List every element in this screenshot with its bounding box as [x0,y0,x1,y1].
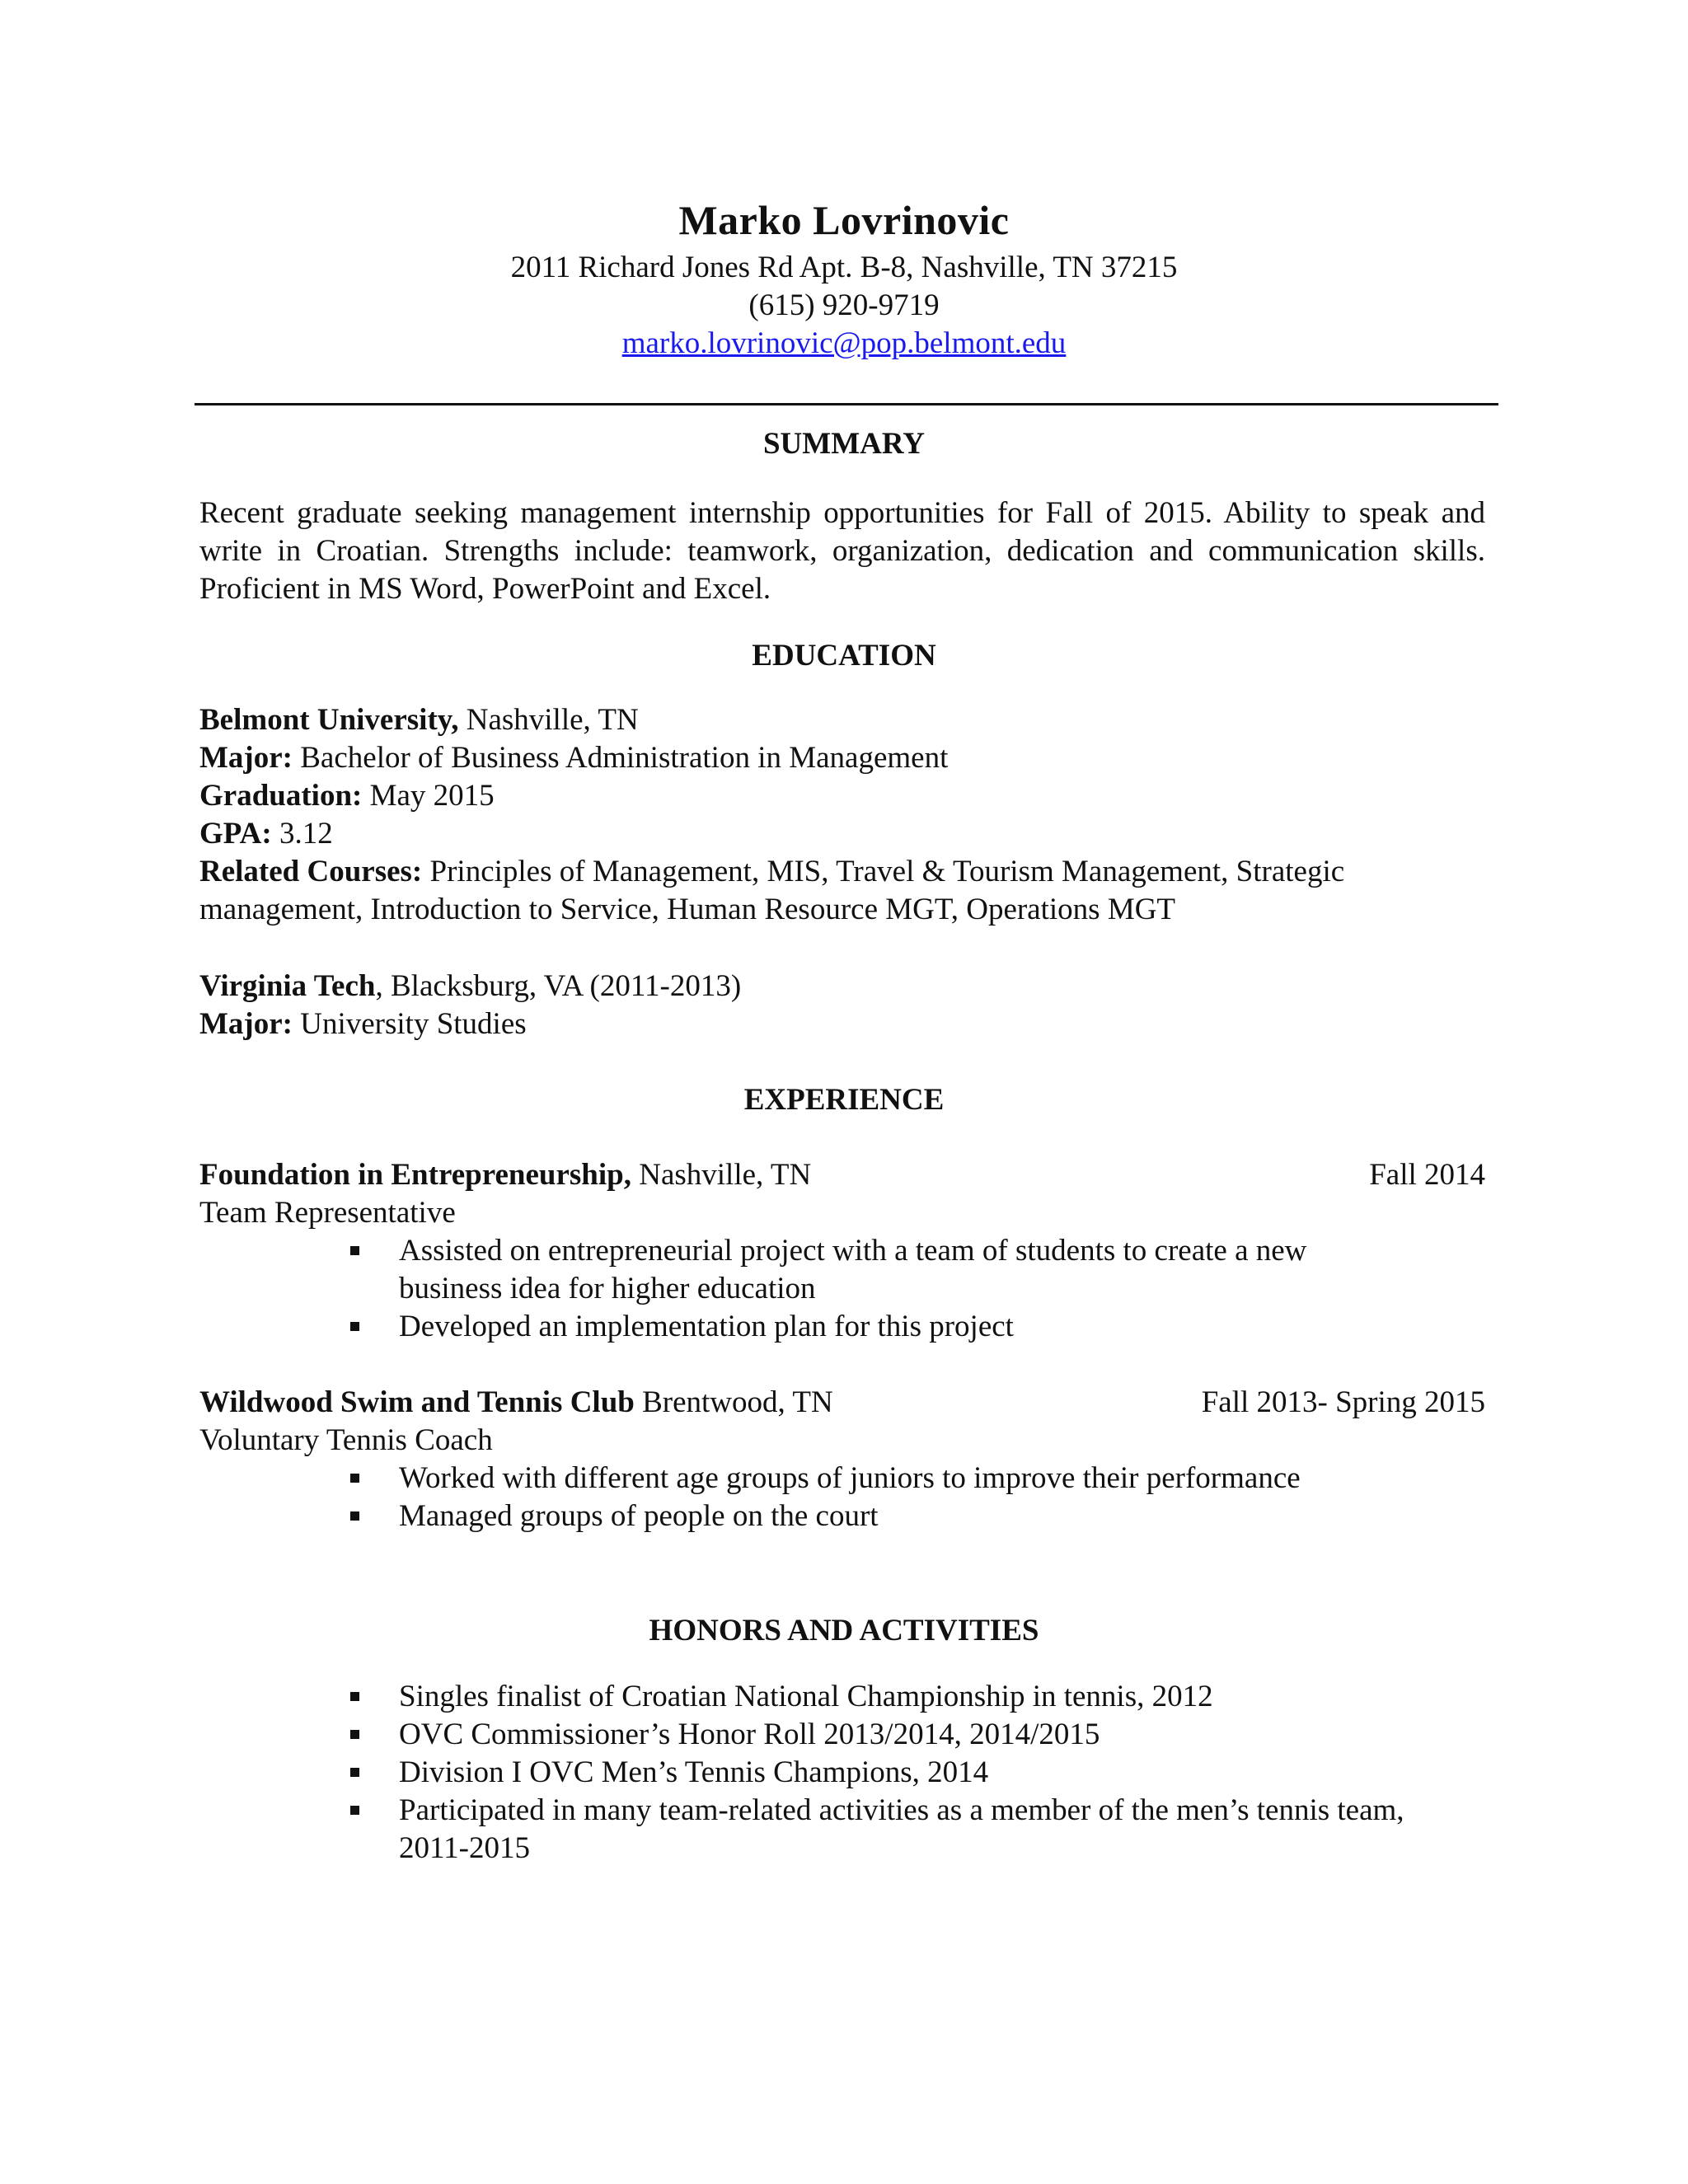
job-role: Voluntary Tennis Coach [199,1423,493,1457]
list-item: Participated in many team-related activities as a member of the men’s tennis team, 2011-2015 [199,1792,1411,1868]
phone: (615) 920-9719 [748,288,940,322]
major-value: University Studies [300,1007,527,1041]
resume-header [0,191,1688,363]
list-item: OVC Commissioner’s Honor Roll 2013/2014, 2014/2015 [199,1716,1411,1754]
list-item: Managed groups of people on the court [199,1497,1485,1535]
header-divider [195,403,1498,405]
school-location: Nashville, TN [466,703,639,737]
square-bullet-icon [350,1768,359,1777]
square-bullet-icon [350,1730,359,1739]
job-location: Nashville, TN [639,1158,812,1192]
square-bullet-icon [350,1692,359,1701]
school-location: , Blacksburg, VA (2011-2013) [375,969,742,1003]
square-bullet-icon [350,1322,359,1331]
courses-value: Principles of Management, MIS, Travel & Tourism Management, Strategic management, Introduction to Service, Human Resource MGT, Operations MGT [199,855,1345,926]
job-wildwood [199,1384,1485,1535]
education-heading: EDUCATION [752,639,936,673]
school-name: Virginia Tech [199,969,376,1003]
courses-label: Related Courses: [199,855,423,888]
school-name: Belmont University, [199,703,459,737]
job-role: Team Representative [199,1196,456,1230]
square-bullet-icon [350,1511,359,1521]
job-entrepreneurship [199,1156,1485,1346]
square-bullet-icon [350,1806,359,1815]
list-item: Worked with different age groups of juniors to improve their performance [199,1460,1485,1497]
experience-heading: EXPERIENCE [743,1083,945,1117]
job-dates: Fall 2013- Spring 2015 [1201,1385,1485,1419]
email-link[interactable]: marko.lovrinovic@pop.belmont.edu [621,326,1067,360]
address: 2011 Richard Jones Rd Apt. B-8, Nashville, TN 37215 [510,251,1178,284]
job-location: Brentwood, TN [642,1385,833,1419]
honors-list [199,1678,1485,1868]
square-bullet-icon [350,1246,359,1255]
graduation-value: May 2015 [369,779,495,813]
major-label: Major: [199,741,293,775]
graduation-label: Graduation: [199,779,363,813]
gpa-value: 3.12 [279,817,333,851]
major-value: Bachelor of Business Administration in Management [300,741,949,775]
education-virginia-tech [199,968,1485,1043]
education-belmont [199,701,1485,929]
list-item: Singles finalist of Croatian National Championship in tennis, 2012 [199,1678,1411,1716]
list-item: Division I OVC Men’s Tennis Champions, 2014 [199,1754,1411,1792]
candidate-name: Marko Lovrinovic [678,197,1010,243]
job-org: Foundation in Entrepreneurship, [199,1158,631,1192]
job-org: Wildwood Swim and Tennis Club [199,1385,635,1419]
major-label: Major: [199,1007,293,1041]
gpa-label: GPA: [199,817,272,851]
list-item: Developed an implementation plan for this project [199,1308,1407,1346]
square-bullet-icon [350,1474,359,1483]
honors-heading: HONORS AND ACTIVITIES [649,1614,1039,1647]
list-item: Assisted on entrepreneurial project with a team of students to create a new business idea for higher education [199,1232,1407,1308]
job-dates: Fall 2014 [1369,1158,1485,1192]
summary-heading: SUMMARY [762,427,925,461]
summary-text: Recent graduate seeking management internship opportunities for Fall of 2015. Ability to speak and write in Croatian. Strengths include: teamwork, organization, dedication and communication skills. Proficient in MS Word, PowerPoint and Excel. [199,496,1485,606]
